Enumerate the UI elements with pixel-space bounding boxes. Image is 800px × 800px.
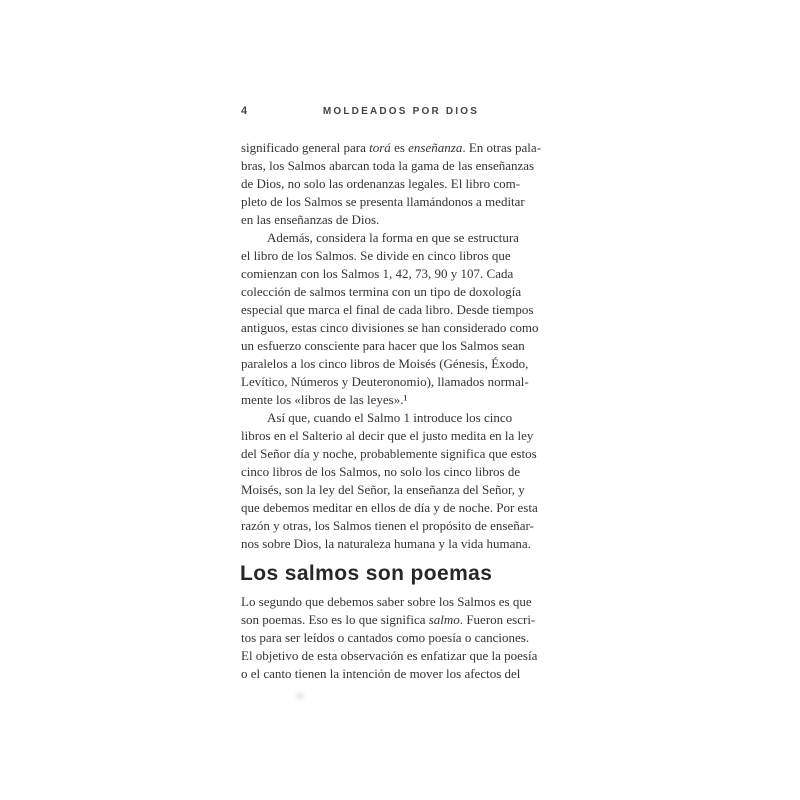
page-bleed-mark [294,690,306,702]
paragraph [241,229,563,409]
text-line: del Señor día y noche, probablemente significa que estos [241,446,537,461]
text-line: mente los «libros de las leyes».¹ [241,392,408,407]
text-line: Moisés, son la ley del Señor, la enseñanza del Señor, y [241,482,525,497]
text-line: de Dios, no solo las ordenanzas legales. El libro com- [241,176,521,191]
text-line: bras, los Salmos abarcan toda la gama de las enseñanzas [241,158,535,173]
text-line: Lo segundo que debemos saber sobre los Salmos es que [241,594,532,609]
text-line: pleto de los Salmos se presenta llamándonos a meditar [241,194,525,209]
text-line: son poemas. Eso es lo que significa salmo. Fueron escri- [241,612,536,627]
text-line: El objetivo de esta observación es enfatizar que la poesía [241,648,538,663]
paragraph [241,139,563,229]
running-title: MOLDEADOS POR DIOS [322,106,480,117]
text-line: nos sobre Dios, la naturaleza humana y la vida humana. [241,536,531,551]
text-line: colección de salmos termina con un tipo de doxología [241,284,522,299]
text-line: paralelos a los cinco libros de Moisés (Génesis, Éxodo, [241,356,529,371]
text-line: especial que marca el final de cada libro. Desde tiempos [241,302,534,317]
text-column-after-heading [241,593,563,683]
text-line: antiguos, estas cinco divisiones se han considerado como [241,320,539,335]
running-header [241,105,561,119]
text-line: comienzan con los Salmos 1, 42, 73, 90 y 107. Cada [241,266,514,281]
text-line: un esfuerzo consciente para hacer que los Salmos sean [241,338,525,353]
paragraph [241,409,563,553]
text-line: cinco libros de los Salmos, no solo los cinco libros de [241,464,521,479]
text-line: que debemos meditar en ellos de día y de noche. Por esta [241,500,538,515]
text-column-before-heading [241,139,563,553]
text-line: significado general para torá es enseñanza. En otras pala- [241,140,542,155]
text-line: Además, considera la forma en que se estructura [267,230,519,245]
text-line: Levítico, Números y Deuteronomio), llamados normal- [241,374,529,389]
text-line: Así que, cuando el Salmo 1 introduce los cinco [267,410,513,425]
text-line: el libro de los Salmos. Se divide en cinco libros que [241,248,511,263]
paragraph [241,593,563,683]
text-line: razón y otras, los Salmos tienen el propósito de enseñar- [241,518,534,533]
text-line: libros en el Salterio al decir que el justo medita en la ley [241,428,534,443]
section-heading: Los salmos son poemas [240,562,493,585]
page-number: 4 [241,105,249,117]
text-line: tos para ser leídos o cantados como poesía o canciones. [241,630,530,645]
text-line: en las enseñanzas de Dios. [241,212,380,227]
text-line: o el canto tienen la intención de mover los afectos del [241,666,521,681]
